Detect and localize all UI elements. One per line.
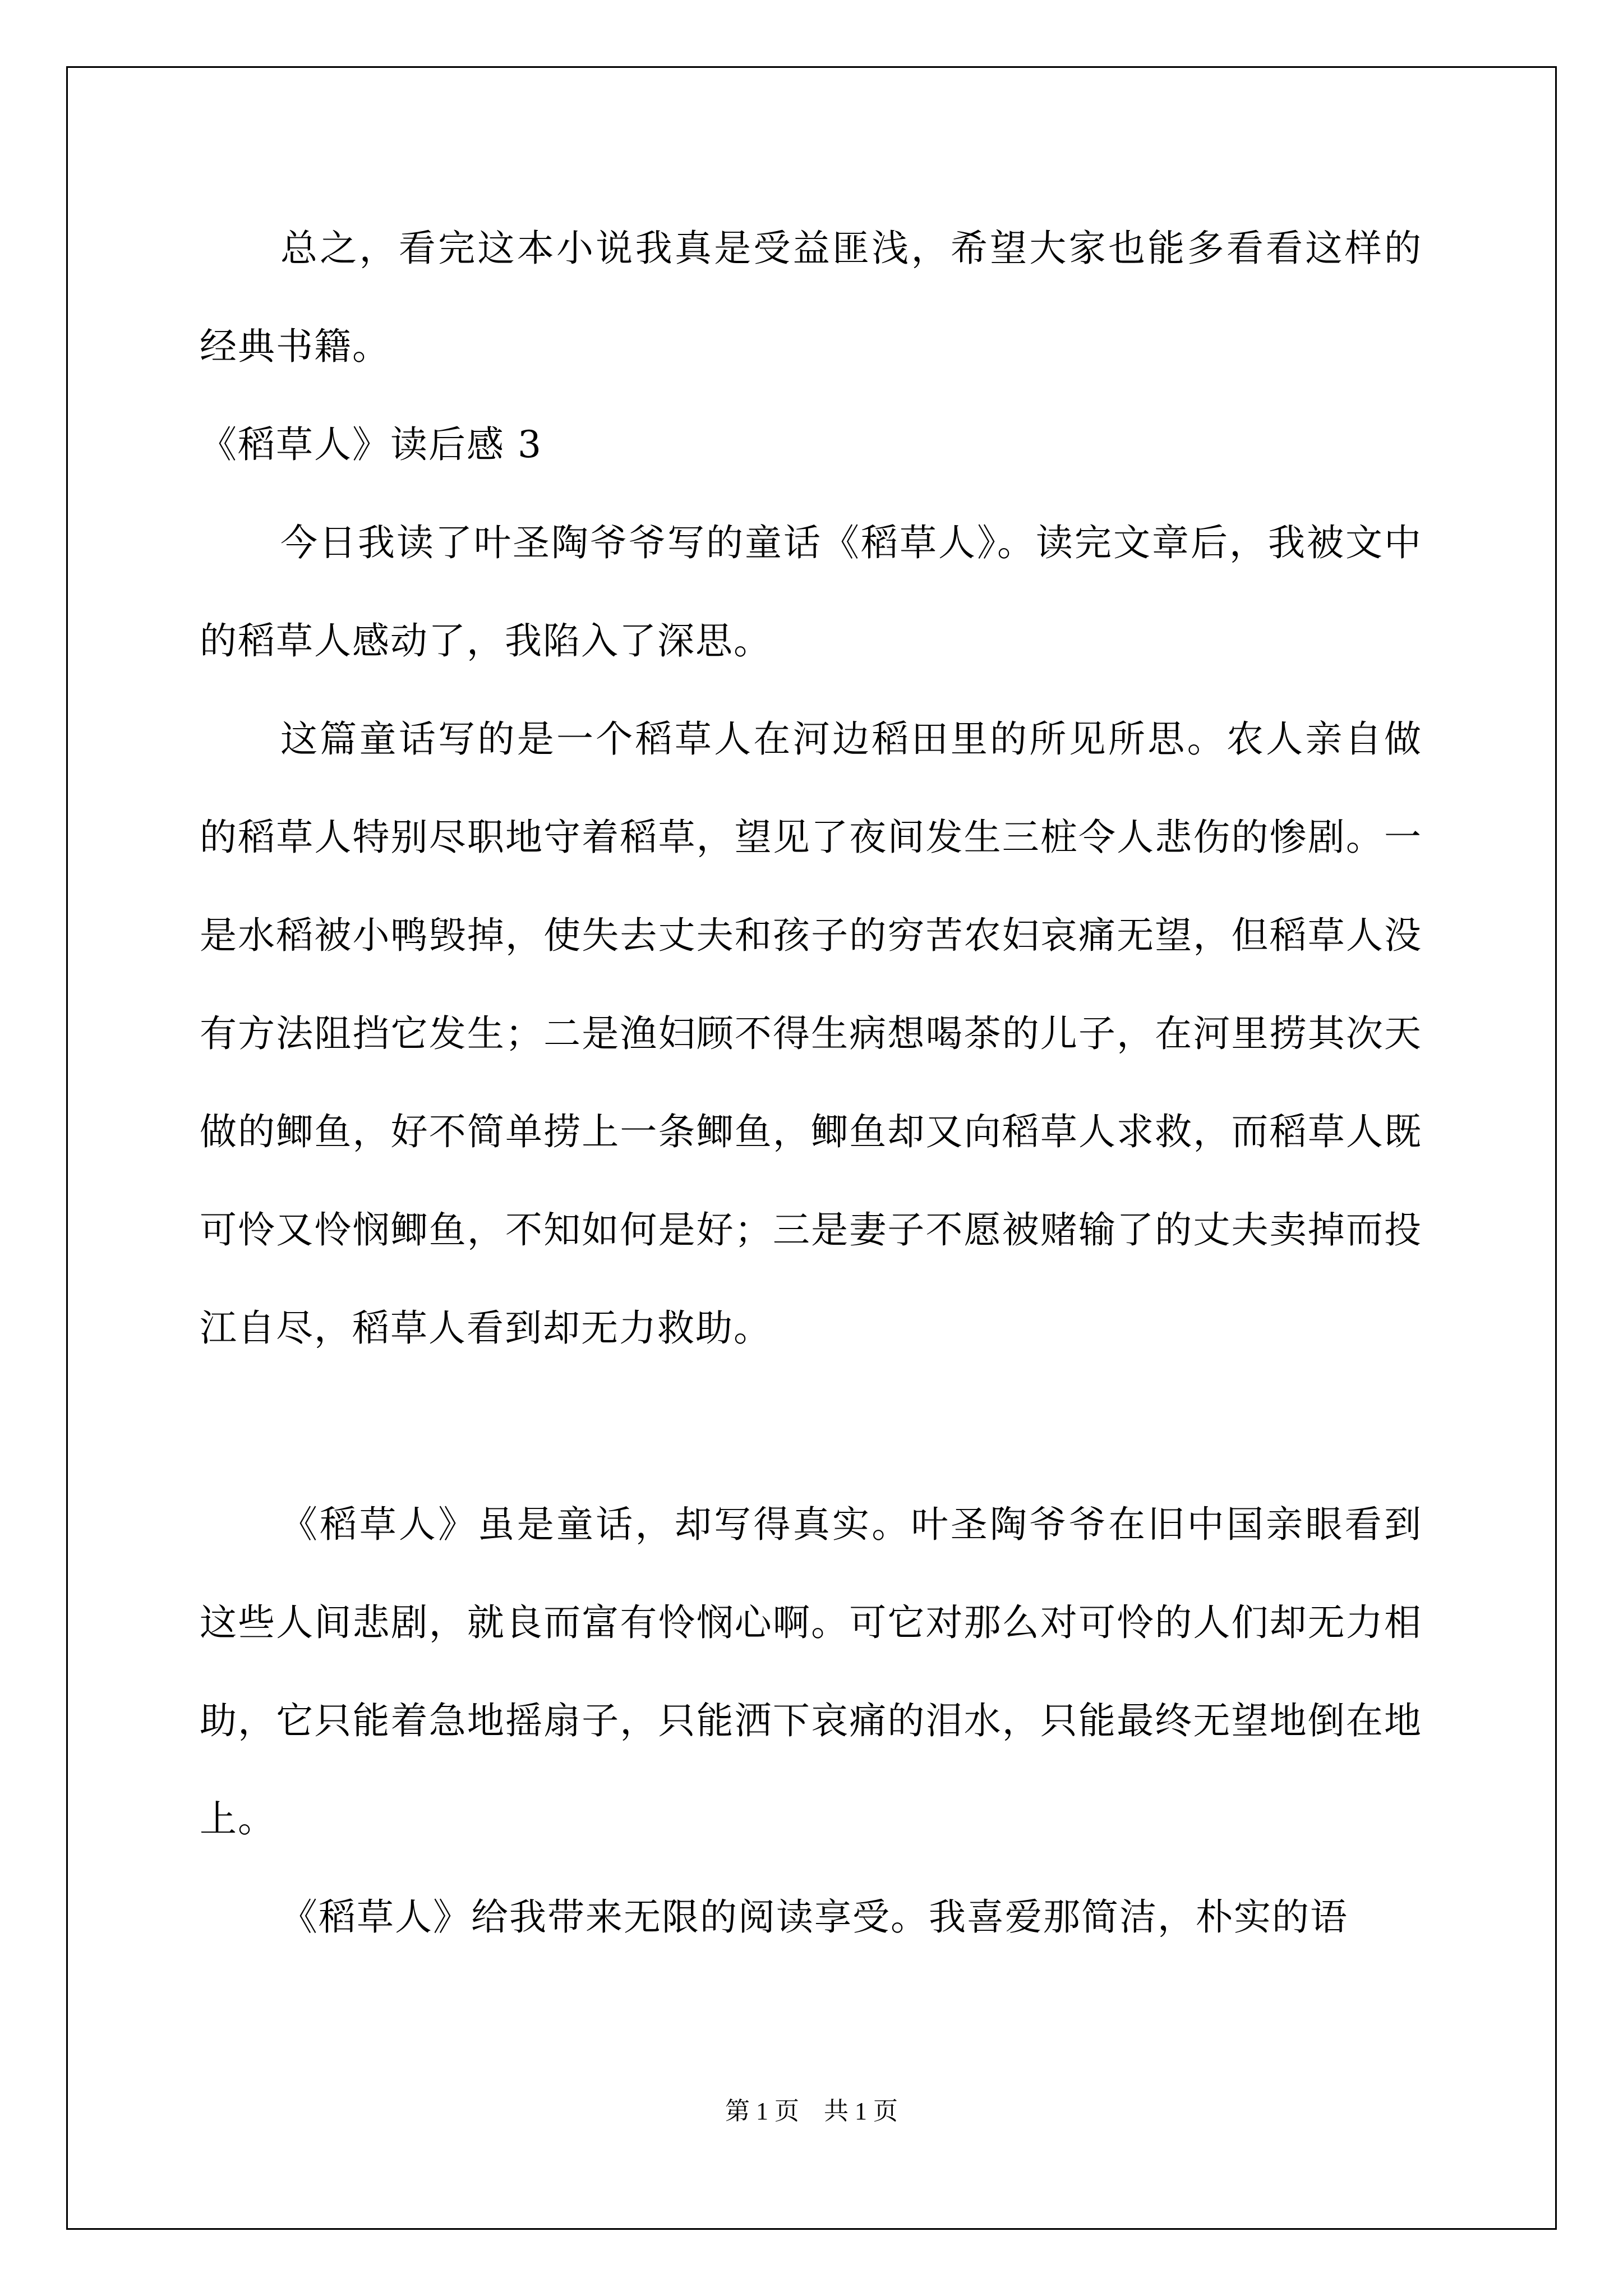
page-number-footer: 第 1 页 共 1 页 — [725, 2097, 898, 2125]
paragraph-reflection: 《稻草人》虽是童话，却写得真实。叶圣陶爷爷在旧中国亲眼看到这些人间悲剧，就良而富有怜悯心啊。可它对那么对可怜的人们却无力相助，它只能着急地摇扇子，只能洒下哀痛的泪水，只能最终无望地倒在地上。 — [200, 1503, 1422, 1841]
paragraph-conclusion: 总之，看完这本小说我真是受益匪浅，希望大家也能多看看这样的经典书籍。 — [200, 227, 1422, 368]
paragraph-intro: 今日我读了叶圣陶爷爷写的童话《稻草人》。读完文章后，我被文中的稻草人感动了，我陷入了深思。 — [200, 521, 1422, 662]
section-heading: 《稻草人》读后感 3 — [200, 423, 542, 466]
paragraph-summary: 这篇童话写的是一个稻草人在河边稻田里的所见所思。农人亲自做的稻草人特别尽职地守着稻草，望见了夜间发生三桩令人悲伤的惨剧。一是水稻被小鸭毁掉，使失去丈夫和孩子的穷苦农妇哀痛无望，但稻草人没有方法阻挡它发生；二是渔妇顾不得生病想喝茶的儿子，在河里捞其次天做的鲫鱼，好不简单捞上一条鲫鱼，鲫鱼却又向稻草人求救，而稻草人既可怜又怜悯鲫鱼，不知如何是好；三是妻子不愿被赌输了的丈夫卖掉而投江自尽，稻草人看到却无力救助。 — [200, 717, 1422, 1350]
paragraph-enjoyment: 《稻草人》给我带来无限的阅读享受。我喜爱那简洁，朴实的语 — [280, 1895, 1348, 1939]
